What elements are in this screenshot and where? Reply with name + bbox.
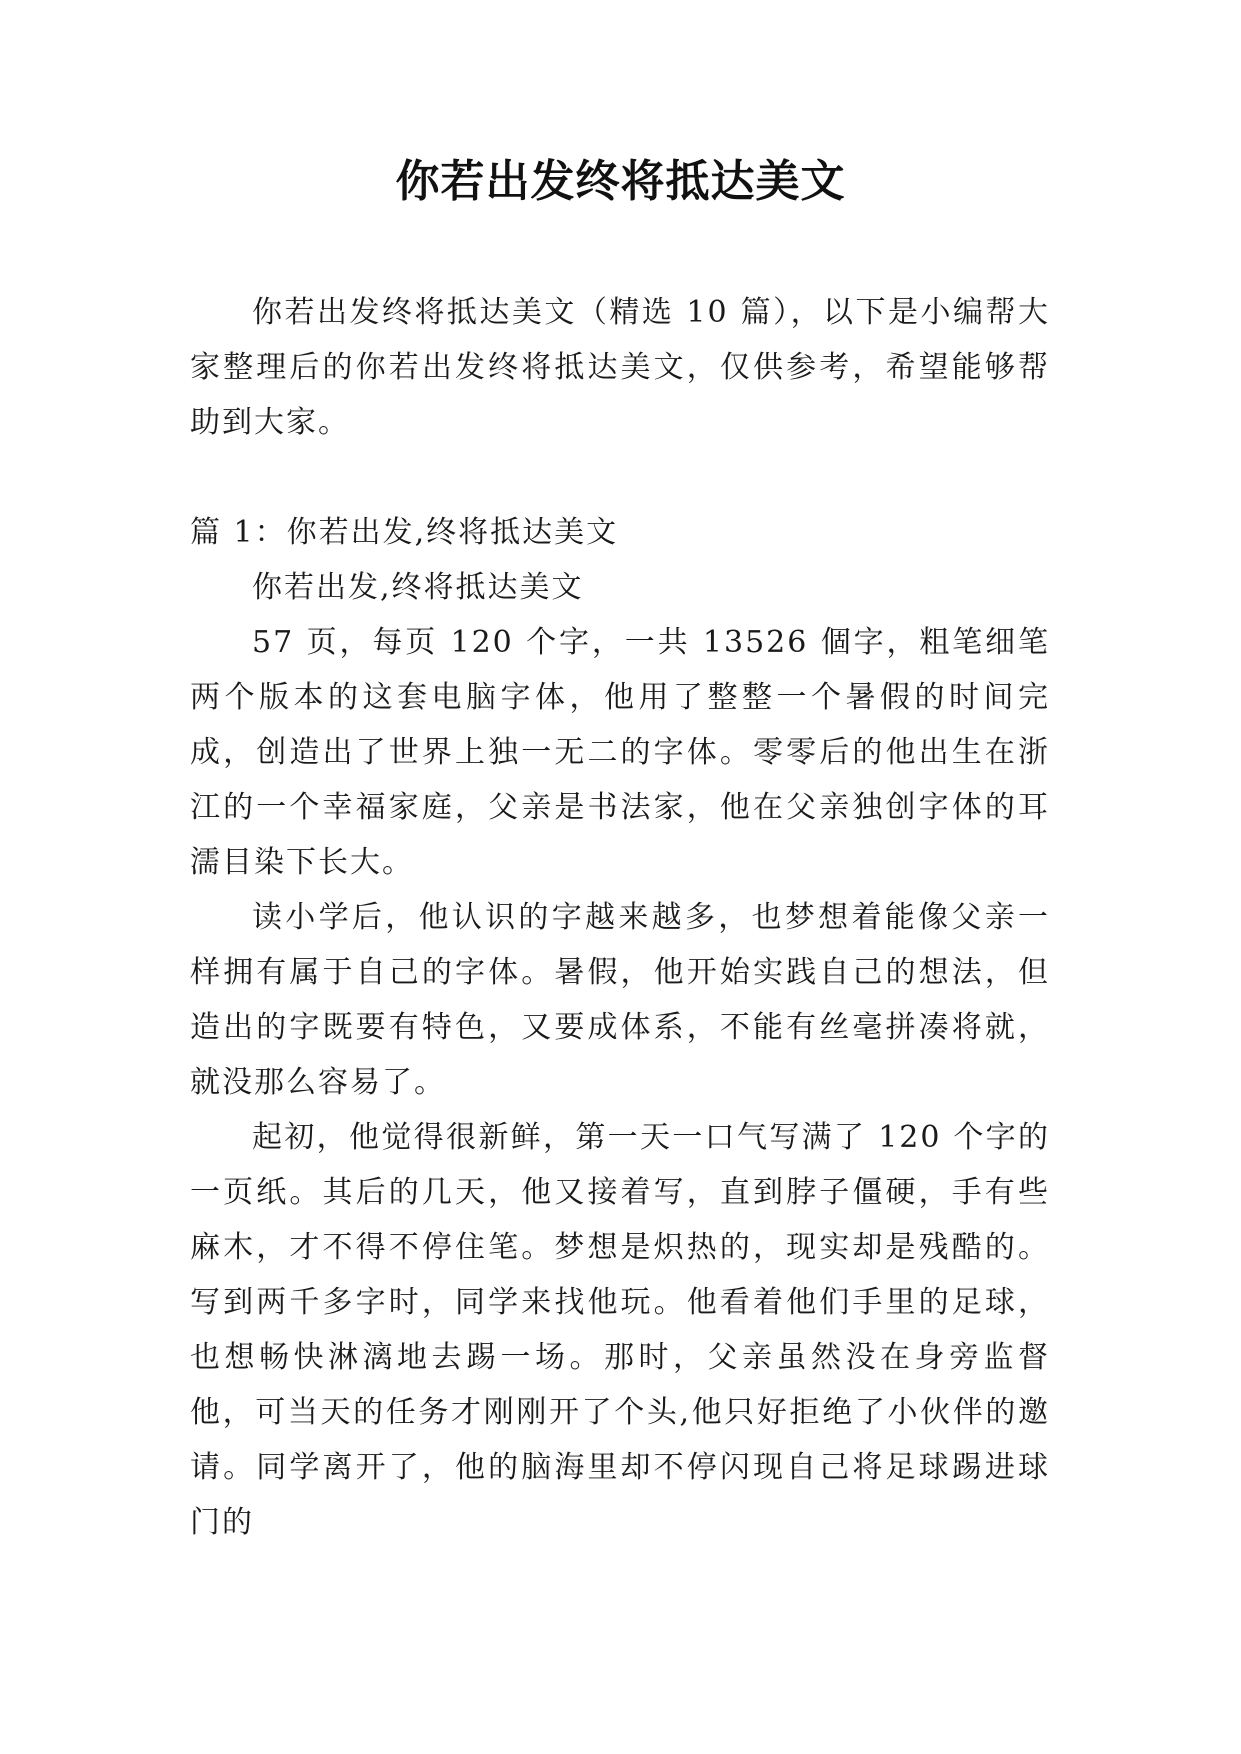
document-body — [190, 285, 1050, 1550]
body-paragraph-2: 读小学后，他认识的字越来越多，也梦想着能像父亲一样拥有属于自己的字体。暑假，他开始实践自己的想法，但造出的字既要有特色，又要成体系，不能有丝毫拼凑将就，就没那么容易了。 — [190, 900, 1050, 1100]
section-heading: 篇 1：你若出发,终将抵达美文 — [190, 515, 619, 550]
section-subtitle: 你若出发,终将抵达美文 — [252, 570, 584, 605]
document-title: 你若出发终将抵达美文 — [395, 156, 846, 207]
body-paragraph-1: 57 页，每页 120 个字，一共 13526 個字，粗笔细笔两个版本的这套电脑字体，他用了整整一个暑假的时间完成，创造出了世界上独一无二的字体。零零后的他出生在浙江的一个幸福家庭，父亲是书法家，他在父亲独创字体的耳濡目染下长大。 — [190, 625, 1050, 880]
body-paragraph-3: 起初，他觉得很新鲜，第一天一口气写满了 120 个字的一页纸。其后的几天，他又接着写，直到脖子僵硬，手有些麻木，才不得不停住笔。梦想是炽热的，现实却是残酷的。写到两千多字时，同学来找他玩。他看着他们手里的足球，也想畅快淋漓地去踢一场。那时，父亲虽然没在身旁监督他，可当天的任务才刚刚开了个头,他只好拒绝了小伙伴的邀请。同学离开了，他的脑海里却不停闪现自己将足球踢进球门的 — [190, 1120, 1050, 1540]
intro-paragraph: 你若出发终将抵达美文（精选 10 篇），以下是小编帮大家整理后的你若出发终将抵达美文，仅供参考，希望能够帮助到大家。 — [190, 295, 1050, 440]
